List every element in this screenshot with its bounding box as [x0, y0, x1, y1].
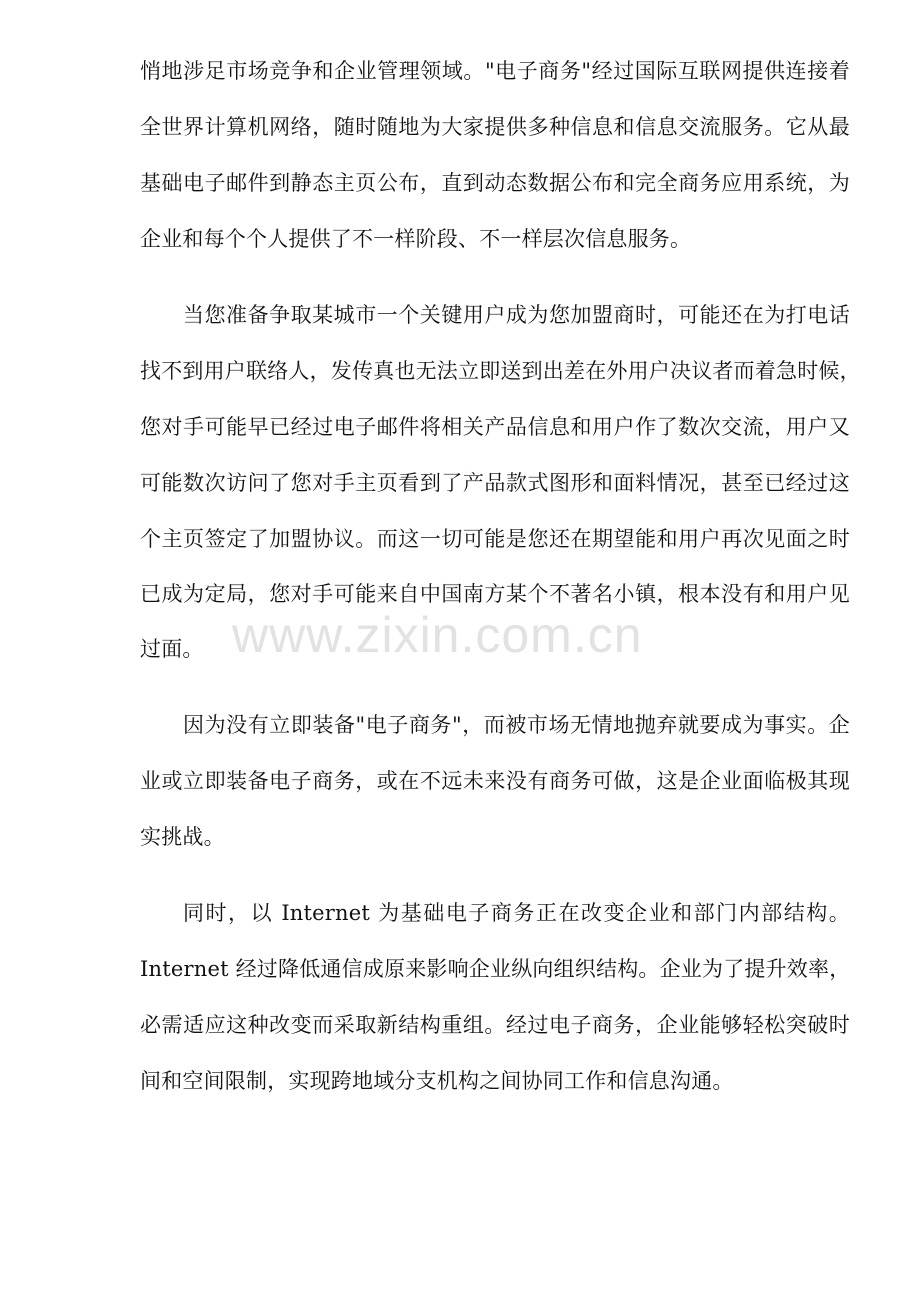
paragraph-3-line-2: 业或立即装备电子商务，或在不远未来没有商务可做，这是企业面临极其现 [140, 769, 850, 793]
paragraph-3-line-3: 实挑战。 [140, 825, 225, 849]
watermark-text: www.zixin.com.cn [232, 607, 643, 663]
paragraph-1-line-3: 基础电子邮件到静态主页公布，直到动态数据公布和完全商务应用系统，为 [140, 171, 850, 195]
paragraph-1-line-4: 企业和每个个人提供了不一样阶段、不一样层次信息服务。 [140, 227, 692, 251]
paragraph-2-line-4: 可能数次访问了您对手主页看到了产品款式图形和面料情况，甚至已经过这 [140, 471, 850, 495]
paragraph-2-line-6: 已成为定局，您对手可能来自中国南方某个不著名小镇，根本没有和用户见 [140, 582, 850, 606]
paragraph-4-line-4: 间和空间限制，实现跨地域分支机构之间协同工作和信息沟通。 [140, 1069, 734, 1093]
paragraph-1-line-1: 悄地涉足市场竞争和企业管理领域。"电子商务"经过国际互联网提供连接着 [140, 59, 850, 83]
paragraph-2-line-2: 找不到用户联络人，发传真也无法立即送到出差在外用户决议者而着急时候， [140, 359, 861, 383]
paragraph-3-line-1: 因为没有立即装备"电子商务"，而被市场无情地抛弃就要成为事实。企 [183, 713, 850, 737]
paragraph-4-line-2: Internet 经过降低通信成原来影响企业纵向组织结构。企业为了提升效率， [140, 957, 851, 981]
paragraph-4-line-3: 必需适应这种改变而采取新结构重组。经过电子商务，企业能够轻松突破时 [140, 1013, 850, 1037]
paragraph-2-line-5: 个主页签定了加盟协议。而这一切可能是您还在期望能和用户再次见面之时 [140, 527, 850, 551]
paragraph-1-line-2: 全世界计算机网络，随时随地为大家提供多种信息和信息交流服务。它从最 [140, 115, 850, 139]
paragraph-4-line-1: 同时，以 Internet 为基础电子商务正在改变企业和部门内部结构。 [183, 901, 850, 925]
paragraph-2-line-1: 当您准备争取某城市一个关键用户成为您加盟商时，可能还在为打电话 [183, 303, 850, 327]
paragraph-2-line-3: 您对手可能早已经过电子邮件将相关产品信息和用户作了数次交流，用户又 [140, 415, 850, 439]
paragraph-2-line-7: 过面。 [140, 637, 204, 661]
